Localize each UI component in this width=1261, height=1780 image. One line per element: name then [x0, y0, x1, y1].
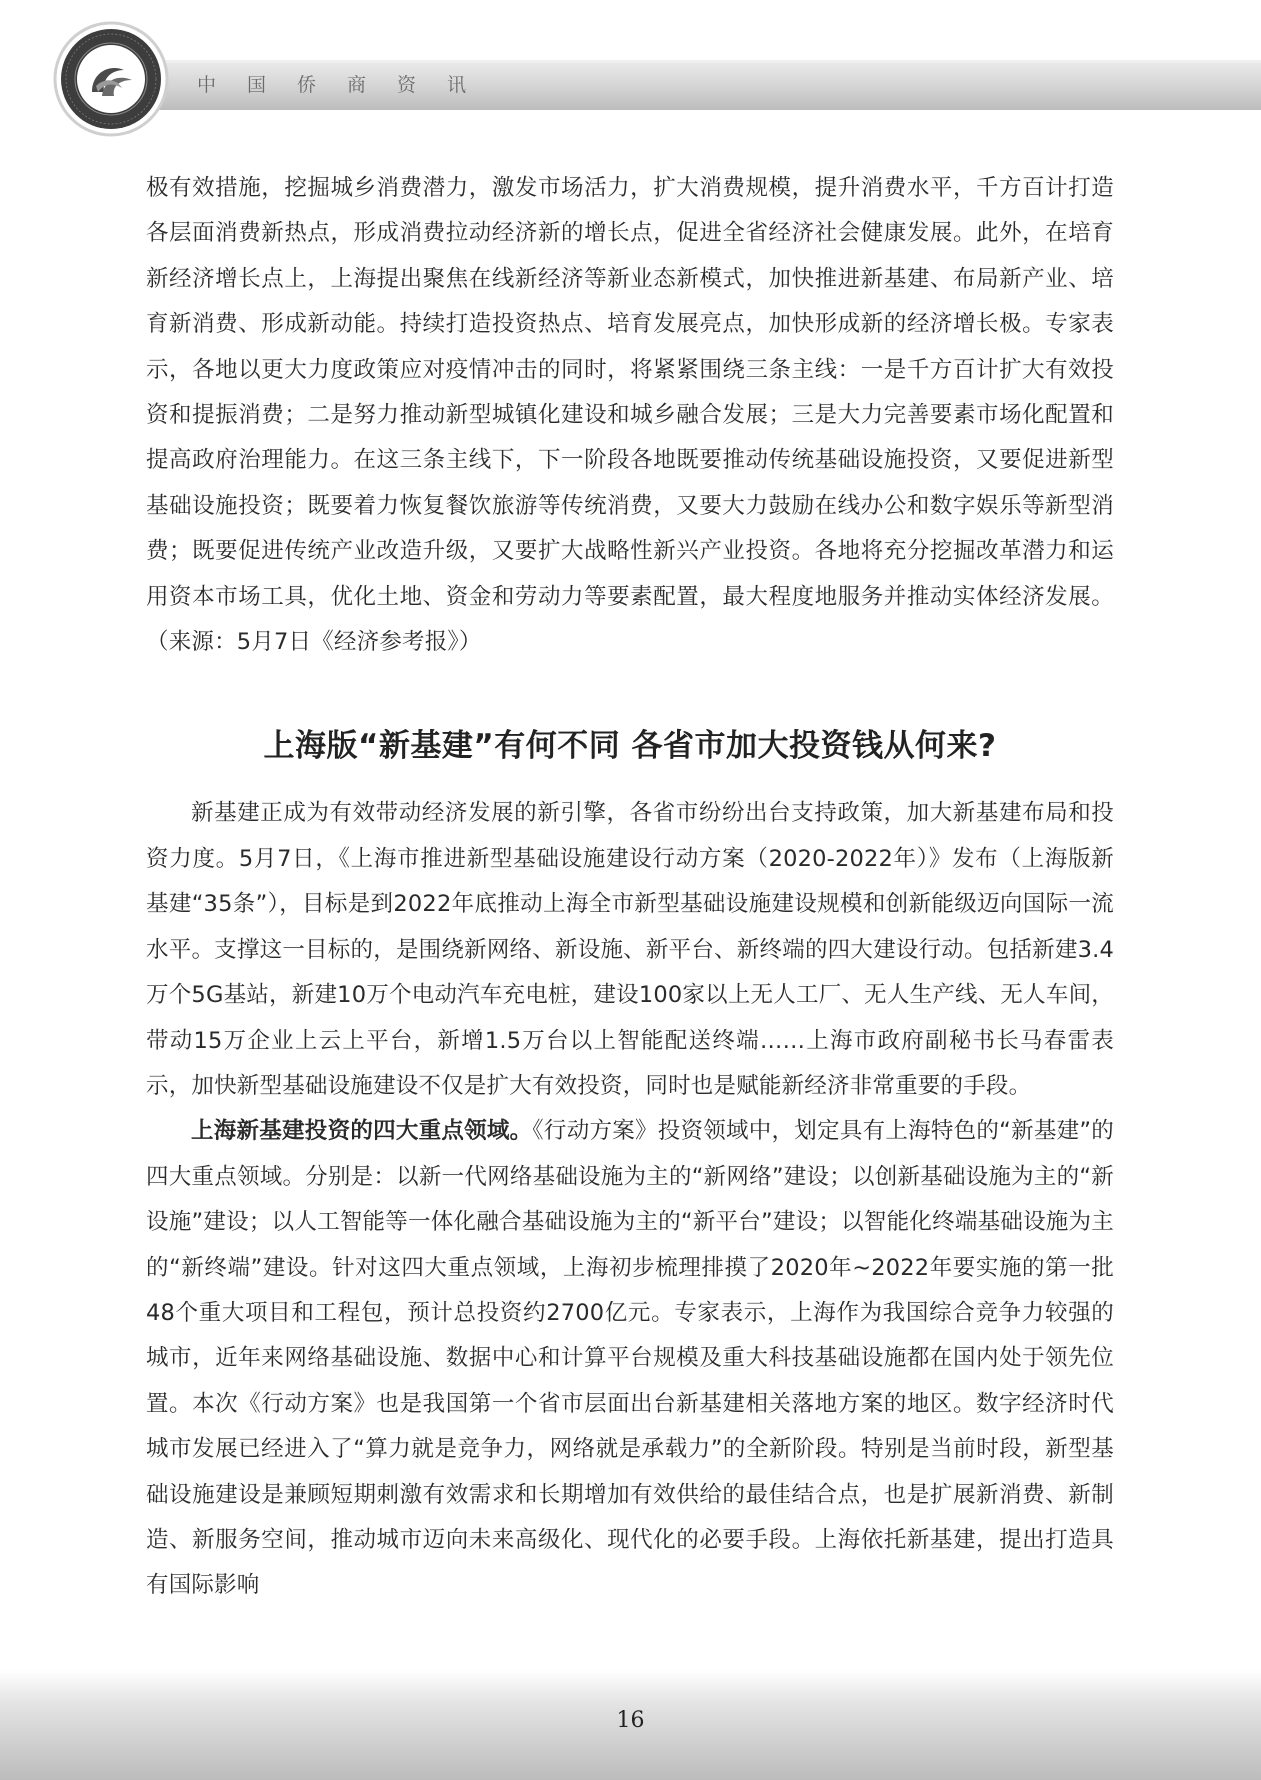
page-content — [146, 166, 1114, 1609]
page-number: 16 — [616, 1708, 645, 1733]
paragraph-lead-heading: 上海新基建投资的四大重点领域。 — [191, 1118, 533, 1145]
article-paragraph-1: 新基建正成为有效带动经济发展的新引擎，各省市纷纷出台支持政策，加大新基建布局和投资力度。5月7日，《上海市推进新型基础设施建设行动方案（2020-2022年）》发布（上海版新基建“35条”），目标是到2022年底推动上海全市新型基础设施建设规模和创新能级迈向国际一流水平。支撑这一目标的，是围绕新网络、新设施、新平台、新终端的四大建设行动。包括新建3.4万个5G基站，新建10万个电动汽车充电桩，建设100家以上无人工厂、无人生产线、无人车间，带动15万企业上云上平台，新增1.5万台以上智能配送终端……上海市政府副秘书长马春雷表示，加快新型基础设施建设不仅是扩大有效投资，同时也是赋能新经济非常重要的手段。 — [146, 800, 1114, 1099]
article-title: 上海版“新基建”有何不同 各省市加大投资钱从何来? — [263, 728, 997, 765]
article-paragraph-2 — [146, 1109, 1114, 1608]
magazine-title: 中国侨商资讯 — [197, 74, 498, 96]
paragraph-2-body: 《行动方案》投资领域中，划定具有上海特色的“新基建”的四大重点领域。分别是：以新一代网络基础设施为主的“新网络”建设；以创新基础设施为主的“新设施”建设；以人工智能等一体化融合基础设施为主的“新平台”建设；以智能化终端基础设施为主的“新终端”建设。针对这四大重点领域，上海初步梳理排摸了2020年~2022年要实施的第一批48个重大项目和工程包，预计总投资约2700亿元。专家表示，上海作为我国综合竞争力较强的城市，近年来网络基础设施、数据中心和计算平台规模及重大科技基础设施都在国内处于领先位置。本次《行动方案》也是我国第一个省市层面出台新基建相关落地方案的地区。数字经济时代城市发展已经进入了“算力就是竞争力，网络就是承载力”的全新阶段。特别是当前时段，新型基础设施建设是兼顾短期刺激有效需求和长期增加有效供给的最佳结合点，也是扩展新消费、新制造、新服务空间，推动城市迈向未来高级化、现代化的必要手段。上海依托新基建，提出打造具有国际影响 — [146, 1118, 1114, 1599]
logo-icon — [52, 20, 170, 138]
continued-paragraph: 极有效措施，挖掘城乡消费潜力，激发市场活力，扩大消费规模，提升消费水平，千方百计打造各层面消费新热点，形成消费拉动经济新的增长点，促进全省经济社会健康发展。此外，在培育新经济增长点上，上海提出聚焦在线新经济等新业态新模式，加快推进新基建、布局新产业、培育新消费、形成新动能。持续打造投资热点、培育发展亮点，加快形成新的经济增长极。专家表示，各地以更大力度政策应对疫情冲击的同时，将紧紧围绕三条主线：一是千方百计扩大有效投资和提振消费；二是努力推动新型城镇化建设和城乡融合发展；三是大力完善要素市场化配置和提高政府治理能力。在这三条主线下，下一阶段各地既要推动传统基础设施投资，又要促进新型基础设施投资；既要着力恢复餐饮旅游等传统消费，又要大力鼓励在线办公和数字娱乐等新型消费；既要促进传统产业改造升级，又要扩大战略性新兴产业投资。各地将充分挖掘改革潜力和运用资本市场工具，优化土地、资金和劳动力等要素配置，最大程度地服务并推动实体经济发展。（来源：5月7日《经济参考报》） — [146, 175, 1114, 656]
